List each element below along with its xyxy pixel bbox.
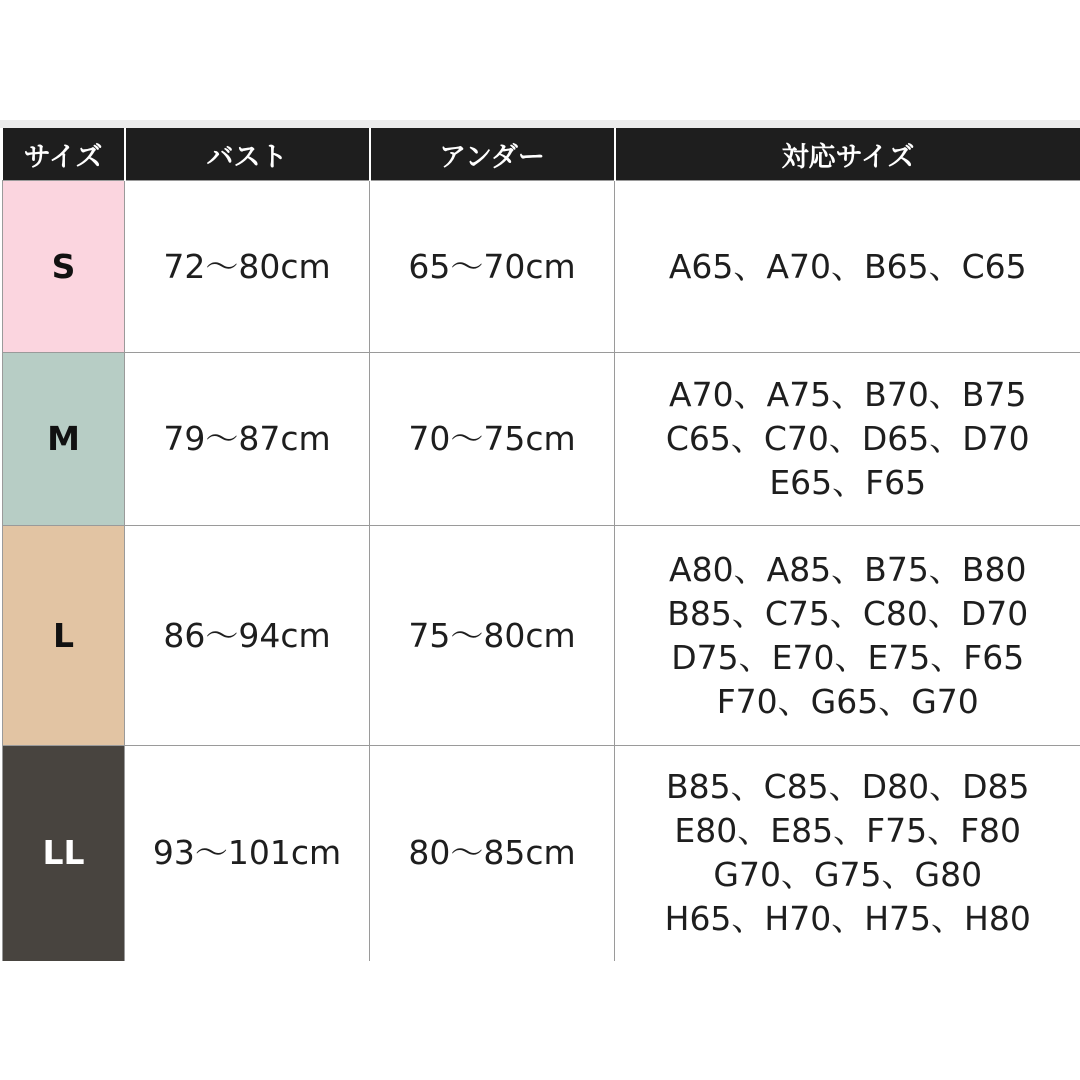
header-size: サイズ (3, 128, 125, 181)
fit-line: E65、F65 (769, 463, 927, 502)
fit-line: A65、A70、B65、C65 (668, 246, 1027, 286)
size-label-m: M (3, 353, 125, 526)
size-row-m (3, 353, 1080, 526)
header-fit: 対応サイズ (615, 128, 1080, 181)
fit-line: G70、G75、G80 (713, 855, 983, 895)
fit-line: B85、C75、C80、D70 (667, 593, 1029, 633)
size-label-ll: LL (3, 746, 125, 961)
bust-ll: 93〜101cm (125, 746, 370, 961)
size-chart-table (2, 128, 1080, 961)
fit-line: B85、C85、D80、D85 (666, 767, 1030, 807)
fit-ll (615, 746, 1080, 961)
fit-line: D75、E70、E75、F65 (671, 637, 1025, 677)
under-ll: 80〜85cm (370, 746, 615, 961)
fit-line: H65、H70、H75、H80 (664, 899, 1031, 939)
size-label-s: S (3, 181, 125, 353)
fit-line: A70、A75、B70、B75 (669, 375, 1027, 414)
fit-line: C65、C70、D65、D70 (665, 419, 1030, 458)
under-s: 65〜70cm (370, 181, 615, 353)
fit-m (615, 353, 1080, 526)
top-divider (0, 120, 1080, 128)
fit-line: F70、G65、G70 (716, 681, 979, 721)
size-row-ll (3, 746, 1080, 961)
fit-s (615, 181, 1080, 353)
size-label-l: L (3, 526, 125, 746)
size-row-l (3, 526, 1080, 746)
under-l: 75〜80cm (370, 526, 615, 746)
fit-l (615, 526, 1080, 746)
header-row (3, 128, 1080, 181)
fit-line: E80、E85、F75、F80 (674, 811, 1022, 851)
under-m: 70〜75cm (370, 353, 615, 526)
header-under: アンダー (370, 128, 615, 181)
bust-l: 86〜94cm (125, 526, 370, 746)
bust-m: 79〜87cm (125, 353, 370, 526)
size-row-s (3, 181, 1080, 353)
header-bust: バスト (125, 128, 370, 181)
fit-line: A80、A85、B75、B80 (669, 549, 1027, 589)
bust-s: 72〜80cm (125, 181, 370, 353)
